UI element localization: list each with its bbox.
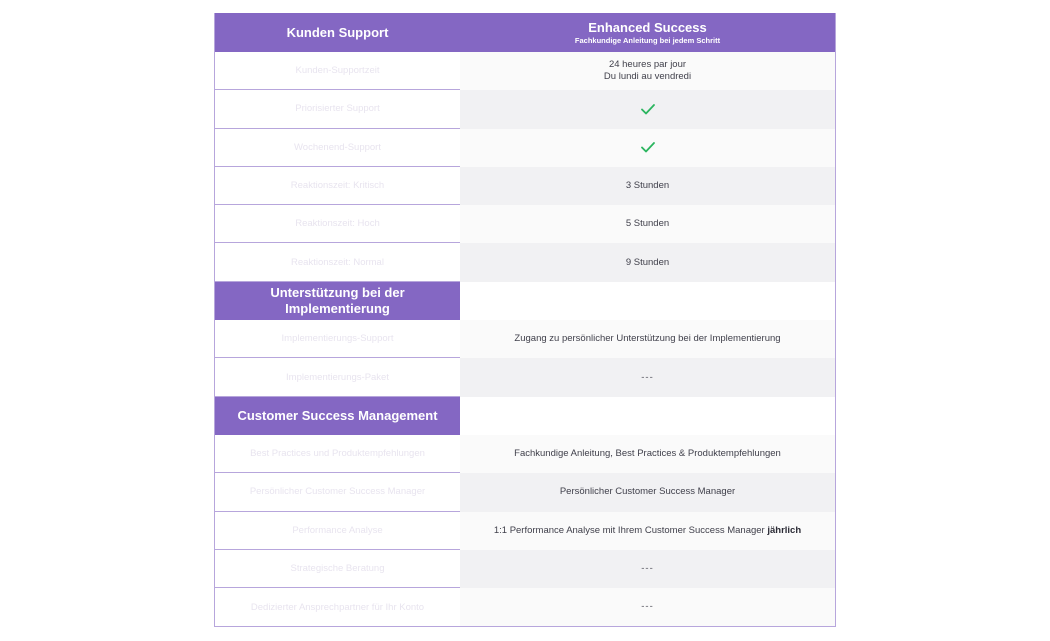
- value-text: 1:1 Performance Analyse mit Ihrem Customer Success Manager: [493, 524, 768, 536]
- table-row: [215, 358, 835, 396]
- row-label: Wochenend-Support: [215, 129, 460, 167]
- row-value: [460, 52, 835, 90]
- row-label: Reaktionszeit: Kritisch: [215, 167, 460, 205]
- table-row: [215, 435, 835, 473]
- check-icon: [641, 104, 655, 115]
- table-row: [215, 167, 835, 205]
- value-emphasis: jährlich: [767, 524, 802, 536]
- left-title: Kunden Support: [286, 24, 389, 40]
- table-row: [215, 90, 835, 128]
- table-row: [215, 320, 835, 358]
- row-value: [460, 512, 835, 550]
- csm-heading: Customer Success Management: [215, 397, 460, 435]
- header-row: [215, 13, 835, 52]
- row-label: Reaktionszeit: Hoch: [215, 205, 460, 243]
- comparison-table: [214, 13, 836, 627]
- row-label: Dedizierter Ansprechpartner für Ihr Konto: [215, 588, 460, 626]
- section-spacer: [460, 282, 835, 320]
- table-row: [215, 512, 835, 550]
- section-title-line-2: Implementierung: [285, 300, 390, 316]
- table-row: [215, 588, 835, 626]
- table-row: [215, 205, 835, 243]
- row-label: Implementierungs-Support: [215, 320, 460, 358]
- row-value: 5 Stunden: [460, 205, 835, 243]
- implementation-heading: [215, 282, 460, 320]
- row-label: Reaktionszeit: Normal: [215, 243, 460, 281]
- section-header-row: [215, 282, 835, 320]
- row-value: [460, 129, 835, 167]
- table-row: [215, 243, 835, 281]
- row-label: Priorisierter Support: [215, 90, 460, 128]
- row-value: Fachkundige Anleitung, Best Practices & Produktempfehlungen: [460, 435, 835, 473]
- row-value: ---: [460, 550, 835, 588]
- table-row: [215, 52, 835, 90]
- row-value: Persönlicher Customer Success Manager: [460, 473, 835, 511]
- row-label: Performance Analyse: [215, 512, 460, 550]
- row-label: Implementierungs-Paket: [215, 358, 460, 396]
- plan-subtitle: Fachkundige Anleitung bei jedem Schritt: [574, 36, 721, 45]
- table-row: [215, 550, 835, 588]
- row-value: [460, 90, 835, 128]
- section-spacer: [460, 397, 835, 435]
- kunden-support-heading: [215, 13, 460, 52]
- plan-title: Enhanced Success: [588, 20, 707, 35]
- row-label: Persönlicher Customer Success Manager: [215, 473, 460, 511]
- value-line-2: Du lundi au vendredi: [603, 71, 692, 83]
- section-title-line-1: Unterstützung bei der: [270, 284, 405, 300]
- value-line-1: 24 heures par jour: [608, 59, 687, 71]
- row-label: Best Practices und Produktempfehlungen: [215, 435, 460, 473]
- row-value: 3 Stunden: [460, 167, 835, 205]
- plan-heading: [460, 13, 835, 52]
- row-value: ---: [460, 358, 835, 396]
- row-label: Kunden-Supportzeit: [215, 52, 460, 90]
- row-label: Strategische Beratung: [215, 550, 460, 588]
- section-header-row: [215, 397, 835, 435]
- row-value: 9 Stunden: [460, 243, 835, 281]
- table-row: [215, 129, 835, 167]
- row-value: Zugang zu persönlicher Unterstützung bei der Implementierung: [460, 320, 835, 358]
- check-icon: [641, 142, 655, 153]
- table-row: [215, 473, 835, 511]
- row-value: ---: [460, 588, 835, 626]
